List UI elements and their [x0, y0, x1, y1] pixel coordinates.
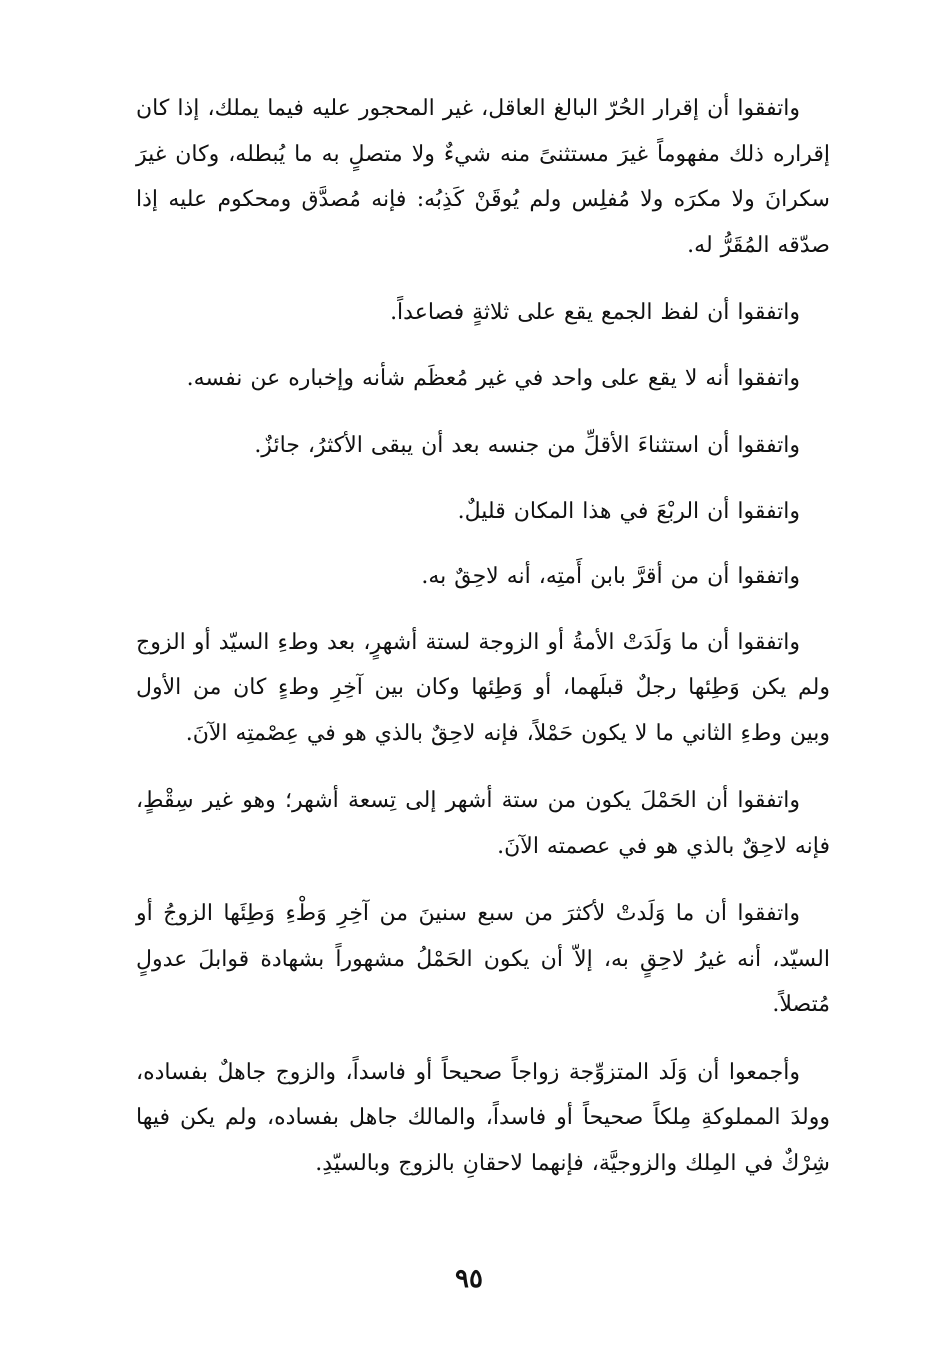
paragraph-4: واتفقوا أن استثناءَ الأقلِّ من جنسه بعد أن يبقى الأكثرُ، جائزٌ. — [254, 433, 800, 458]
paragraph-9: واتفقوا أن ما وَلَدتْ لأكثرَ من سبع سنينَ من آخِرِ وَطْءِ وَطِئَها الزوجُ أو السيّد، أنه غيرُ لاحِقٍ به، إلاّ أن يكون الحَمْلُ مشهوراً بشهادة قوابلَ عدولٍ مُتصلاً. — [136, 901, 830, 1017]
paragraph-1: واتفقوا أن إقرار الحُرّ البالغ العاقل، غير المحجور عليه فيما يملك، إذا كان إقراره ذلك مفهوماً غيرَ مستثنىً منه شيءٌ ولا متصلٍ به ما يُبطله، وكان غيرَ سكرانَ ولا مكرَه ولا مُفلِس ولم يُوقَنْ كَذِبُه: فإنه مُصدَّق ومحكوم عليه إذا صدّقه المُقَرُّ له. — [136, 96, 830, 258]
paragraph-7: واتفقوا أن ما وَلَدَتْ الأمةُ أو الزوجة لستة أشهرٍ، بعد وطءِ السيّد أو الزوج ولم يكن وَطِئها رجلٌ قبلَهما، أو وَطِئها وكان بين آخِرِ وطءٍ كان من الأول وبين وطءِ الثاني ما لا يكون حَمْلاً، فإنه لاحِقٌ بالذي هو في عِصْمتِه الآنَ. — [136, 629, 830, 746]
page-number: ٩٥ — [455, 1264, 483, 1294]
paragraph-2: واتفقوا أن لفظ الجمع يقع على ثلاثةٍ فصاعداً. — [390, 300, 800, 325]
paragraph-6: واتفقوا أن من أقرَّ بابن أَمتِه، أنه لاحِقٌ به. — [421, 564, 800, 589]
paragraph-5: واتفقوا أن الربْعَ في هذا المكان قليلٌ. — [457, 498, 800, 524]
paragraph-3: واتفقوا أنه لا يقع على واحد في غير مُعظَم شأنه وإخباره عن نفسه. — [186, 365, 800, 391]
paragraph-10: وأجمعوا أن وَلَد المتزوِّجة زواجاً صحيحاً أو فاسداً، والزوج جاهلٌ بفساده، وولدَ المملوكةِ مِلكاً صحيحاً أو فاسداً، والمالك جاهل بفساده، ولم يكن فيها شِرْكٌ في المِلك والزوجيَّة، فإنهما لاحقانِ بالزوج وبالسيّدِ. — [136, 1059, 830, 1176]
paragraph-8: واتفقوا أن الحَمْلَ يكون من ستة أشهر إلى تِسعة أشهر؛ وهو غير سِقْطٍ، فإنه لاحِقٌ بالذي هو في عصمته الآنَ. — [136, 788, 830, 859]
page-body — [136, 86, 830, 1208]
